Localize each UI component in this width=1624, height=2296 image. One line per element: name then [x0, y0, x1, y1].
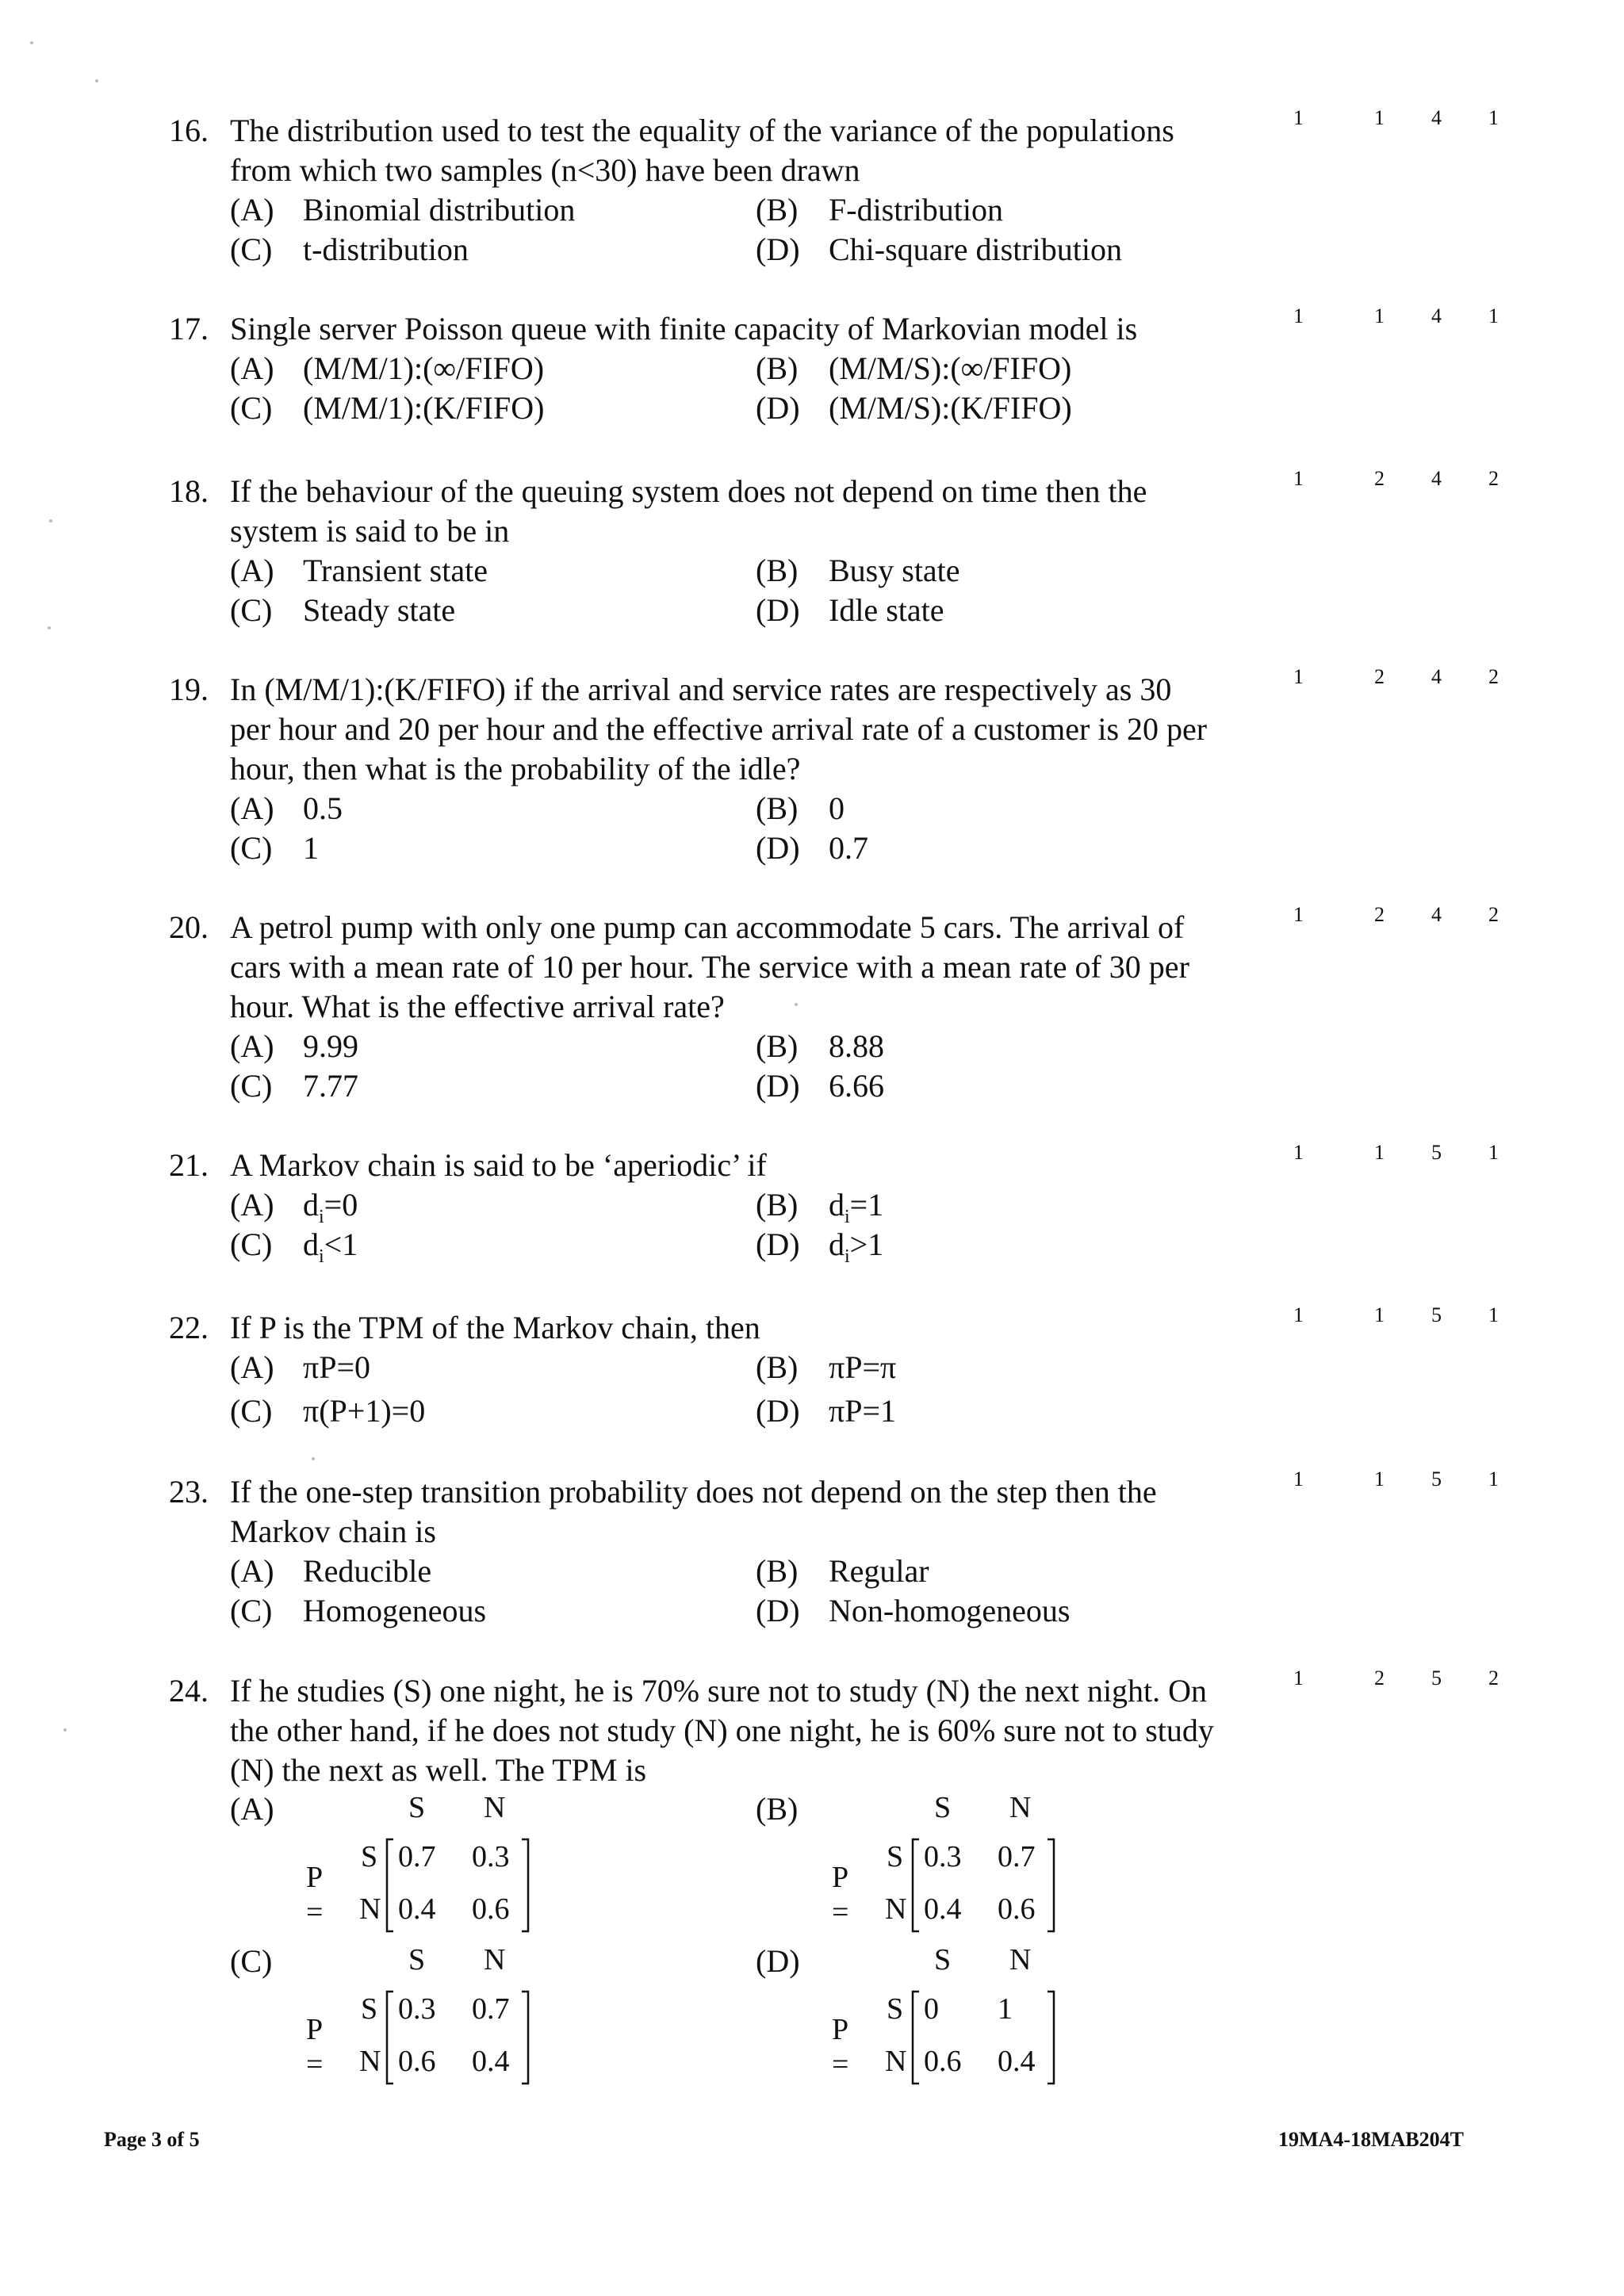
- matrix-cell: 0.3: [924, 1840, 962, 1873]
- option-label: (D): [756, 1068, 800, 1104]
- question-number: 19.: [169, 672, 209, 707]
- matrix-lhs: P =: [832, 1861, 849, 1929]
- option-b: [756, 349, 1071, 388]
- option-text: Binomial distribution: [303, 192, 576, 228]
- mark-col-2: 1: [1374, 304, 1385, 327]
- option-label: (C): [230, 830, 273, 866]
- option-a: [230, 1027, 358, 1066]
- option-text-after: <1: [324, 1226, 358, 1262]
- mark-col-3: 4: [1431, 665, 1442, 688]
- option-text: Non-homogeneous: [829, 1593, 1071, 1628]
- mark-col-2: 2: [1374, 1667, 1385, 1689]
- mark-col-3: 5: [1431, 1141, 1442, 1164]
- option-label: (B): [756, 1791, 799, 1827]
- mark-col-4: 1: [1488, 304, 1499, 327]
- scan-speck: [312, 1457, 315, 1460]
- col-header: N: [1009, 1791, 1032, 1824]
- option-label: (D): [756, 1943, 800, 1979]
- option-text: t-distribution: [303, 232, 469, 267]
- option-label: (D): [756, 232, 800, 267]
- mark-col-2: 1: [1374, 1303, 1385, 1326]
- option-label: (D): [756, 830, 800, 866]
- option-b: [756, 551, 960, 591]
- option-text: Reducible: [303, 1553, 432, 1589]
- option-b: [756, 190, 1003, 230]
- option-text: Steady state: [303, 592, 456, 628]
- option-text-after: =0: [324, 1187, 358, 1223]
- option-text: Homogeneous: [303, 1593, 487, 1628]
- option-d: [756, 591, 944, 630]
- option-d: [756, 828, 868, 868]
- option-b: [756, 1552, 929, 1591]
- mark-col-2: 1: [1374, 1141, 1385, 1164]
- option-a: [230, 1552, 431, 1591]
- option-label: (C): [230, 1068, 273, 1104]
- question-line: In (M/M/1):(K/FIFO) if the arrival and service rates are respectively as 30: [230, 672, 1172, 707]
- scan-speck: [30, 41, 33, 44]
- option-d: [756, 1225, 883, 1276]
- option-label: (B): [756, 1349, 799, 1385]
- option-b: [756, 1027, 884, 1066]
- option-text: (M/M/S):(K/FIFO): [829, 390, 1072, 426]
- option-text: Chi-square distribution: [829, 232, 1122, 267]
- option-c: [230, 1391, 425, 1431]
- row-header: S: [887, 1992, 904, 2026]
- matrix-cell: 0.4: [924, 1892, 962, 1926]
- option-label: (A): [230, 790, 274, 826]
- option-subscript: i: [319, 1207, 324, 1227]
- question-line: the other hand, if he does not study (N) one night, he is 60% sure not to study: [230, 1712, 1214, 1748]
- question-number: 24.: [169, 1673, 209, 1709]
- mark-col-4: 1: [1488, 1141, 1499, 1164]
- matrix-cell: 0: [924, 1992, 939, 2026]
- option-label: (A): [230, 1028, 274, 1064]
- mark-col-3: 4: [1431, 467, 1442, 490]
- question-line: hour, then what is the probability of the idle?: [230, 751, 801, 786]
- mark-col-2: 1: [1374, 106, 1385, 129]
- option-text: (M/M/1):(∞/FIFO): [303, 350, 545, 386]
- matrix-cell: 1: [998, 1992, 1013, 2026]
- mark-col-2: 2: [1374, 467, 1385, 490]
- option-text: d: [829, 1226, 845, 1262]
- mark-col-4: 2: [1488, 665, 1499, 688]
- mark-col-4: 2: [1488, 1667, 1499, 1689]
- option-label: (C): [230, 232, 273, 267]
- question-text: [230, 1472, 1337, 1552]
- matrix-cell: 0.3: [472, 1840, 510, 1873]
- mark-col-3: 4: [1431, 304, 1442, 327]
- option-label: (A): [230, 1187, 274, 1223]
- question-number: 21.: [169, 1147, 209, 1183]
- option-c: [230, 388, 544, 428]
- option-d: [756, 1391, 896, 1431]
- question-line: per hour and 20 per hour and the effective arrival rate of a customer is 20 per: [230, 711, 1208, 747]
- mark-col-3: 5: [1431, 1303, 1442, 1326]
- option-c: [230, 1225, 358, 1276]
- page-number: Page 3 of 5: [104, 2128, 200, 2151]
- matrix-brackets: [230, 1790, 547, 1949]
- option-d: [756, 1066, 884, 1106]
- mark-col-2: 1: [1374, 1468, 1385, 1490]
- scan-speck: [63, 1728, 67, 1732]
- option-text: d: [303, 1226, 319, 1262]
- option-a: [230, 1348, 370, 1387]
- mark-col-4: 1: [1488, 106, 1499, 129]
- option-label: (B): [756, 1187, 799, 1223]
- option-label: (B): [756, 790, 799, 826]
- question-text: [230, 309, 1337, 349]
- option-text: (M/M/S):(∞/FIFO): [829, 350, 1072, 386]
- mark-col-1: 1: [1293, 304, 1304, 327]
- scan-speck: [95, 79, 98, 82]
- option-text: 8.88: [829, 1028, 884, 1064]
- question-line: A Markov chain is said to be ‘aperiodic’ if: [230, 1147, 767, 1183]
- option-label: (D): [756, 1226, 800, 1262]
- matrix-cell: 0.6: [398, 2045, 436, 2078]
- mark-col-1: 1: [1293, 467, 1304, 490]
- question-text: [230, 670, 1337, 789]
- question-line: If the behaviour of the queuing system does not depend on time then the: [230, 473, 1147, 509]
- option-a: [230, 190, 575, 230]
- question-number: 22.: [169, 1310, 209, 1345]
- option-text: F-distribution: [829, 192, 1004, 228]
- option-label: (B): [756, 553, 799, 588]
- question-text: [230, 1308, 1337, 1348]
- mark-col-1: 1: [1293, 1303, 1304, 1326]
- col-header: S: [408, 1791, 426, 1824]
- question-line: hour. What is the effective arrival rate?: [230, 989, 725, 1024]
- col-header: S: [934, 1791, 952, 1824]
- option-label: (A): [230, 192, 274, 228]
- mark-col-1: 1: [1293, 1141, 1304, 1164]
- option-b: [756, 1348, 896, 1387]
- question-number: 18.: [169, 473, 209, 509]
- question-number: 23.: [169, 1474, 209, 1510]
- row-header: N: [359, 2045, 381, 2078]
- mark-col-2: 2: [1374, 665, 1385, 688]
- option-label: (C): [230, 1943, 273, 1979]
- option-c: [230, 230, 469, 270]
- mark-col-1: 1: [1293, 106, 1304, 129]
- matrix-cell: 0.7: [472, 1992, 510, 2026]
- question-line: Markov chain is: [230, 1513, 436, 1549]
- row-header: S: [361, 1840, 378, 1873]
- mark-col-4: 2: [1488, 467, 1499, 490]
- col-header: S: [934, 1943, 952, 1976]
- option-d: [756, 230, 1122, 270]
- option-c: [230, 828, 319, 868]
- option-text: 0.7: [829, 830, 868, 866]
- question-line: The distribution used to test the equality of the variance of the populations: [230, 113, 1174, 148]
- option-label: (A): [230, 1791, 274, 1827]
- option-text: 0.5: [303, 790, 343, 826]
- option-label: (B): [756, 350, 799, 386]
- mark-col-3: 5: [1431, 1468, 1442, 1490]
- matrix-lhs: P =: [306, 2013, 324, 2081]
- col-header: S: [408, 1943, 426, 1976]
- option-text: 9.99: [303, 1028, 358, 1064]
- matrix-cell: 0.6: [998, 1892, 1036, 1926]
- matrix-lhs: P =: [832, 2013, 849, 2081]
- mark-col-4: 2: [1488, 903, 1499, 926]
- option-a: [230, 789, 343, 828]
- matrix-cell: 0.6: [472, 1892, 510, 1926]
- option-label: (D): [756, 1593, 800, 1628]
- question-line: system is said to be in: [230, 513, 510, 549]
- option-b: [756, 789, 845, 828]
- mark-col-1: 1: [1293, 665, 1304, 688]
- row-header: N: [359, 1892, 381, 1926]
- question-line: A petrol pump with only one pump can accommodate 5 cars. The arrival of: [230, 909, 1185, 945]
- question-text: [230, 111, 1337, 190]
- option-label: (A): [230, 350, 274, 386]
- question-line: (N) the next as well. The TPM is: [230, 1752, 647, 1788]
- col-header: N: [484, 1943, 506, 1976]
- option-text: πP=π: [829, 1349, 897, 1385]
- row-header: N: [885, 2045, 907, 2078]
- option-text: 0: [829, 790, 845, 826]
- option-c: [230, 1591, 486, 1631]
- col-header: N: [1009, 1943, 1032, 1976]
- mark-col-3: 4: [1431, 106, 1442, 129]
- question-text: [230, 1671, 1337, 1790]
- question-line: Single server Poisson queue with finite capacity of Markovian model is: [230, 311, 1138, 346]
- option-a: [230, 349, 544, 388]
- option-label: (B): [756, 192, 799, 228]
- mark-col-2: 2: [1374, 903, 1385, 926]
- row-header: S: [361, 1992, 378, 2026]
- option-label: (D): [756, 390, 800, 426]
- option-label: (C): [230, 1226, 273, 1262]
- option-text: 1: [303, 830, 319, 866]
- mark-col-1: 1: [1293, 1468, 1304, 1490]
- mark-col-1: 1: [1293, 903, 1304, 926]
- option-text: π(P+1)=0: [303, 1393, 426, 1429]
- option-text: d: [829, 1187, 845, 1223]
- option-label: (C): [230, 592, 273, 628]
- option-label: (B): [756, 1028, 799, 1064]
- question-text: [230, 472, 1337, 551]
- option-d: [756, 1591, 1070, 1631]
- option-text: πP=1: [829, 1393, 896, 1429]
- mark-col-4: 1: [1488, 1303, 1499, 1326]
- option-a: [230, 551, 488, 591]
- question-line: cars with a mean rate of 10 per hour. The service with a mean rate of 30 per: [230, 949, 1189, 985]
- option-text: (M/M/1):(K/FIFO): [303, 390, 545, 426]
- option-subscript: i: [845, 1207, 850, 1227]
- matrix-cell: 0.7: [998, 1840, 1036, 1873]
- matrix-cell: 0.4: [472, 2045, 510, 2078]
- option-text: Idle state: [829, 592, 944, 628]
- matrix-brackets: [756, 1942, 1073, 2101]
- option-label: (D): [756, 592, 800, 628]
- matrix-cell: 0.6: [924, 2045, 962, 2078]
- matrix-cell: 0.7: [398, 1840, 436, 1873]
- option-text: Busy state: [829, 553, 960, 588]
- matrix-brackets: [230, 1942, 547, 2101]
- option-subscript: i: [319, 1246, 324, 1267]
- option-d: [756, 388, 1072, 428]
- option-text: Regular: [829, 1553, 929, 1589]
- option-text: d: [303, 1187, 319, 1223]
- matrix-cell: 0.4: [998, 2045, 1036, 2078]
- row-header: N: [885, 1892, 907, 1926]
- option-text: 6.66: [829, 1068, 884, 1104]
- question-line: If he studies (S) one night, he is 70% sure not to study (N) the next night. On: [230, 1673, 1208, 1709]
- paper-code: 19MA4-18MAB204T: [1278, 2128, 1464, 2151]
- option-text: Transient state: [303, 553, 488, 588]
- option-label: (C): [230, 390, 273, 426]
- option-text: 7.77: [303, 1068, 358, 1104]
- scan-speck: [48, 626, 51, 629]
- question-line: from which two samples (n<30) have been drawn: [230, 152, 860, 188]
- option-c: [230, 1066, 358, 1106]
- question-number: 17.: [169, 311, 209, 346]
- question-number: 16.: [169, 113, 209, 148]
- mark-col-3: 5: [1431, 1667, 1442, 1689]
- matrix-cell: 0.3: [398, 1992, 436, 2026]
- option-subscript: i: [845, 1246, 850, 1267]
- option-text-after: =1: [849, 1187, 884, 1223]
- question-text: [230, 908, 1337, 1027]
- scan-speck: [795, 1003, 798, 1006]
- mark-col-3: 4: [1431, 903, 1442, 926]
- matrix-cell: 0.4: [398, 1892, 436, 1926]
- question-line: If P is the TPM of the Markov chain, then: [230, 1310, 760, 1345]
- col-header: N: [484, 1791, 506, 1824]
- mark-col-1: 1: [1293, 1667, 1304, 1689]
- mark-col-4: 1: [1488, 1468, 1499, 1490]
- option-label: (B): [756, 1553, 799, 1589]
- option-text: πP=0: [303, 1349, 370, 1385]
- scan-speck: [49, 519, 52, 522]
- option-label: (D): [756, 1393, 800, 1429]
- option-label: (A): [230, 553, 274, 588]
- option-text-after: >1: [849, 1226, 884, 1262]
- row-header: S: [887, 1840, 904, 1873]
- matrix-lhs: P =: [306, 1861, 324, 1929]
- option-label: (A): [230, 1349, 274, 1385]
- option-label: (A): [230, 1553, 274, 1589]
- question-line: If the one-step transition probability does not depend on the step then the: [230, 1474, 1157, 1510]
- question-text: [230, 1146, 1337, 1185]
- option-label: (C): [230, 1393, 273, 1429]
- option-c: [230, 591, 455, 630]
- option-label: (C): [230, 1593, 273, 1628]
- matrix-brackets: [756, 1790, 1073, 1949]
- question-number: 20.: [169, 909, 209, 945]
